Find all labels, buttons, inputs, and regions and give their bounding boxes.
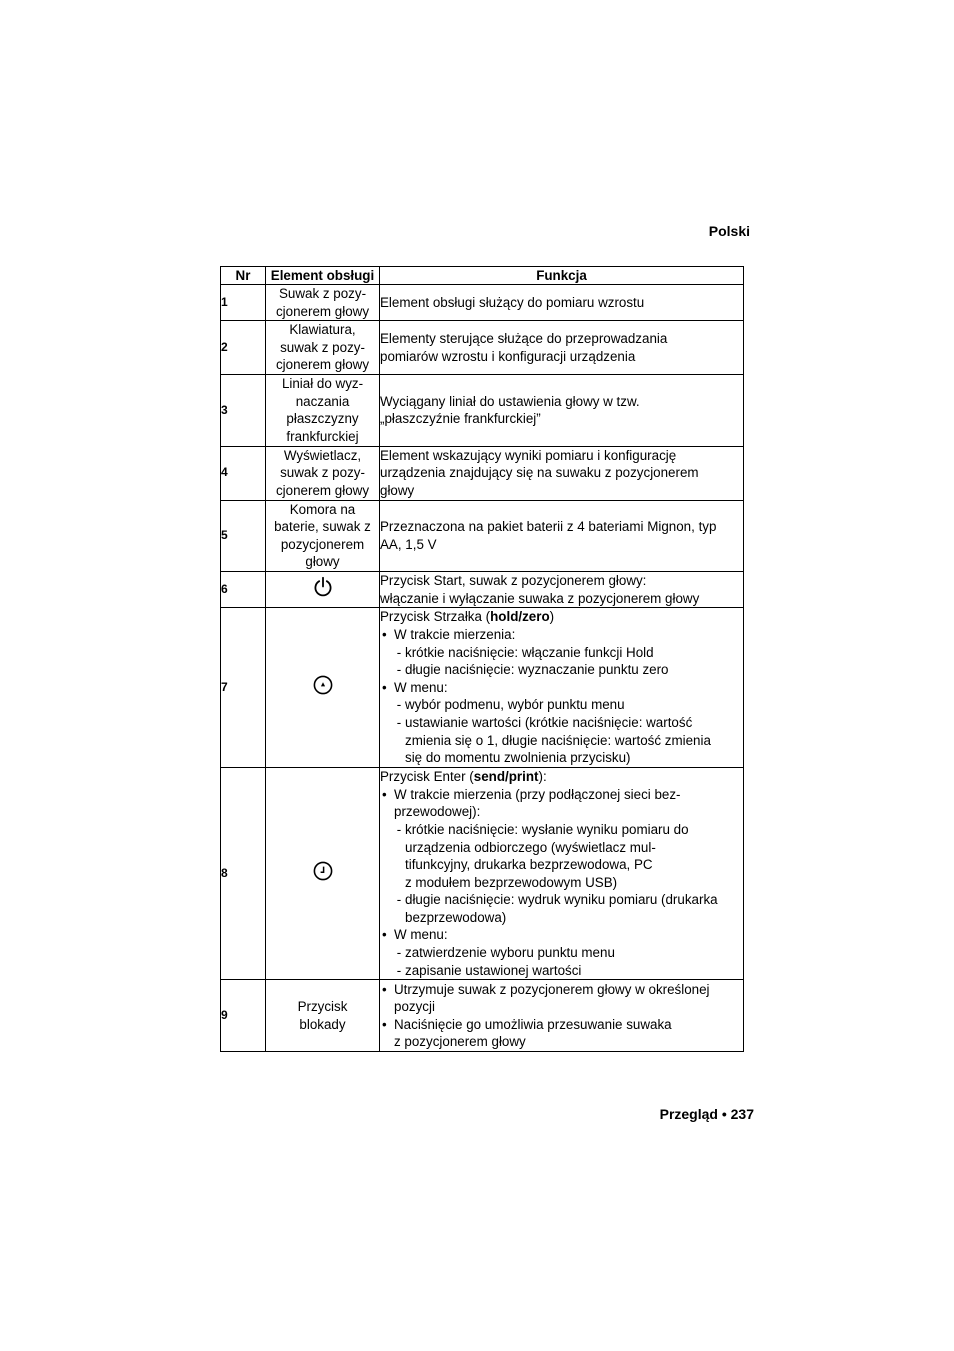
- table-row: [221, 500, 744, 571]
- table-row: [221, 571, 744, 607]
- row-element: Suwak z pozy- cjonerem głowy: [266, 285, 380, 321]
- table-row: [221, 768, 744, 980]
- row-number: 1: [221, 285, 266, 321]
- table-row: [221, 375, 744, 446]
- header-function: Funkcja: [380, 267, 744, 285]
- row-element: [266, 768, 380, 980]
- language-label: Polski: [708, 223, 750, 239]
- table-row: [221, 980, 744, 1052]
- row-function: Przycisk Start, suwak z pozycjonerem głowy: włączanie i wyłączanie suwaka z pozycjonerem głowy: [380, 571, 744, 607]
- row-number: 5: [221, 500, 266, 571]
- row-number: 3: [221, 375, 266, 446]
- page-footer: Przegląd • 237: [659, 1106, 754, 1122]
- row-function: Przeznaczona na pakiet baterii z 4 bateriami Mignon, typ AA, 1,5 V: [380, 500, 744, 571]
- controls-table: [220, 266, 744, 1052]
- row-element: Klawiatura, suwak z pozy- cjonerem głowy: [266, 321, 380, 375]
- row-number: 6: [221, 571, 266, 607]
- table-row: [221, 608, 744, 768]
- row-element: Wyświetlacz, suwak z pozy- cjonerem głowy: [266, 446, 380, 500]
- row-number: 2: [221, 321, 266, 375]
- row-number: 7: [221, 608, 266, 768]
- table-row: [221, 446, 744, 500]
- arrow-up-circle-icon: [312, 674, 334, 701]
- clock-enter-icon: [312, 860, 334, 887]
- row-function: Wyciągany liniał do ustawienia głowy w tzw. „płaszczyźnie frankfurckiej”: [380, 375, 744, 446]
- row-element: [266, 571, 380, 607]
- row-function: Przycisk Enter (send/print): • W trakcie mierzenia (przy podłączonej sieci bez- przewodowej): - krótkie naciśnięcie: wysłanie wyniku pomiaru do urządzenia odbiorczego (wyświetlacz mul- tifunkcyjny, drukarka bezprzewodowa, PC z modułem bezprzewodowym USB) - długie naciśnięcie: wydruk wyniku pomiaru (drukarka bezprzewodowa) • W menu: - zatwierdzenie wyboru punktu menu - zapisanie ustawionej wartości: [380, 768, 744, 980]
- table-header-row: [221, 267, 744, 285]
- row-function: • Utrzymuje suwak z pozycjonerem głowy w określonej pozycji • Naciśnięcie go umożliwia przesuwanie suwaka z pozycjonerem głowy: [380, 980, 744, 1052]
- row-function: Elementy sterujące służące do przeprowadzania pomiarów wzrostu i konfiguracji urządzenia: [380, 321, 744, 375]
- power-icon: [312, 576, 334, 603]
- row-element: Przycisk blokady: [266, 980, 380, 1052]
- row-element: Komora na baterie, suwak z pozycjonerem głowy: [266, 500, 380, 571]
- row-function: Element wskazujący wyniki pomiaru i konfigurację urządzenia znajdujący się na suwaku z pozycjonerem głowy: [380, 446, 744, 500]
- header-element: Element obsługi: [266, 267, 380, 285]
- table-row: [221, 285, 744, 321]
- row-number: 4: [221, 446, 266, 500]
- row-number: 8: [221, 768, 266, 980]
- row-element: [266, 608, 380, 768]
- header-nr: Nr: [221, 267, 266, 285]
- table-row: [221, 321, 744, 375]
- row-element: Liniał do wyz- naczania płaszczyzny frankfurckiej: [266, 375, 380, 446]
- row-function: Element obsługi służący do pomiaru wzrostu: [380, 285, 744, 321]
- row-function: Przycisk Strzałka (hold/zero) • W trakcie mierzenia: - krótkie naciśnięcie: włączanie funkcji Hold - długie naciśnięcie: wyznaczanie punktu zero • W menu: - wybór podmenu, wybór punktu menu - ustawianie wartości (krótkie naciśnięcie: wartość zmienia się o 1, długie naciśnięcie: wartość zmienia się do momentu zwolnienia przycisku): [380, 608, 744, 768]
- row-number: 9: [221, 980, 266, 1052]
